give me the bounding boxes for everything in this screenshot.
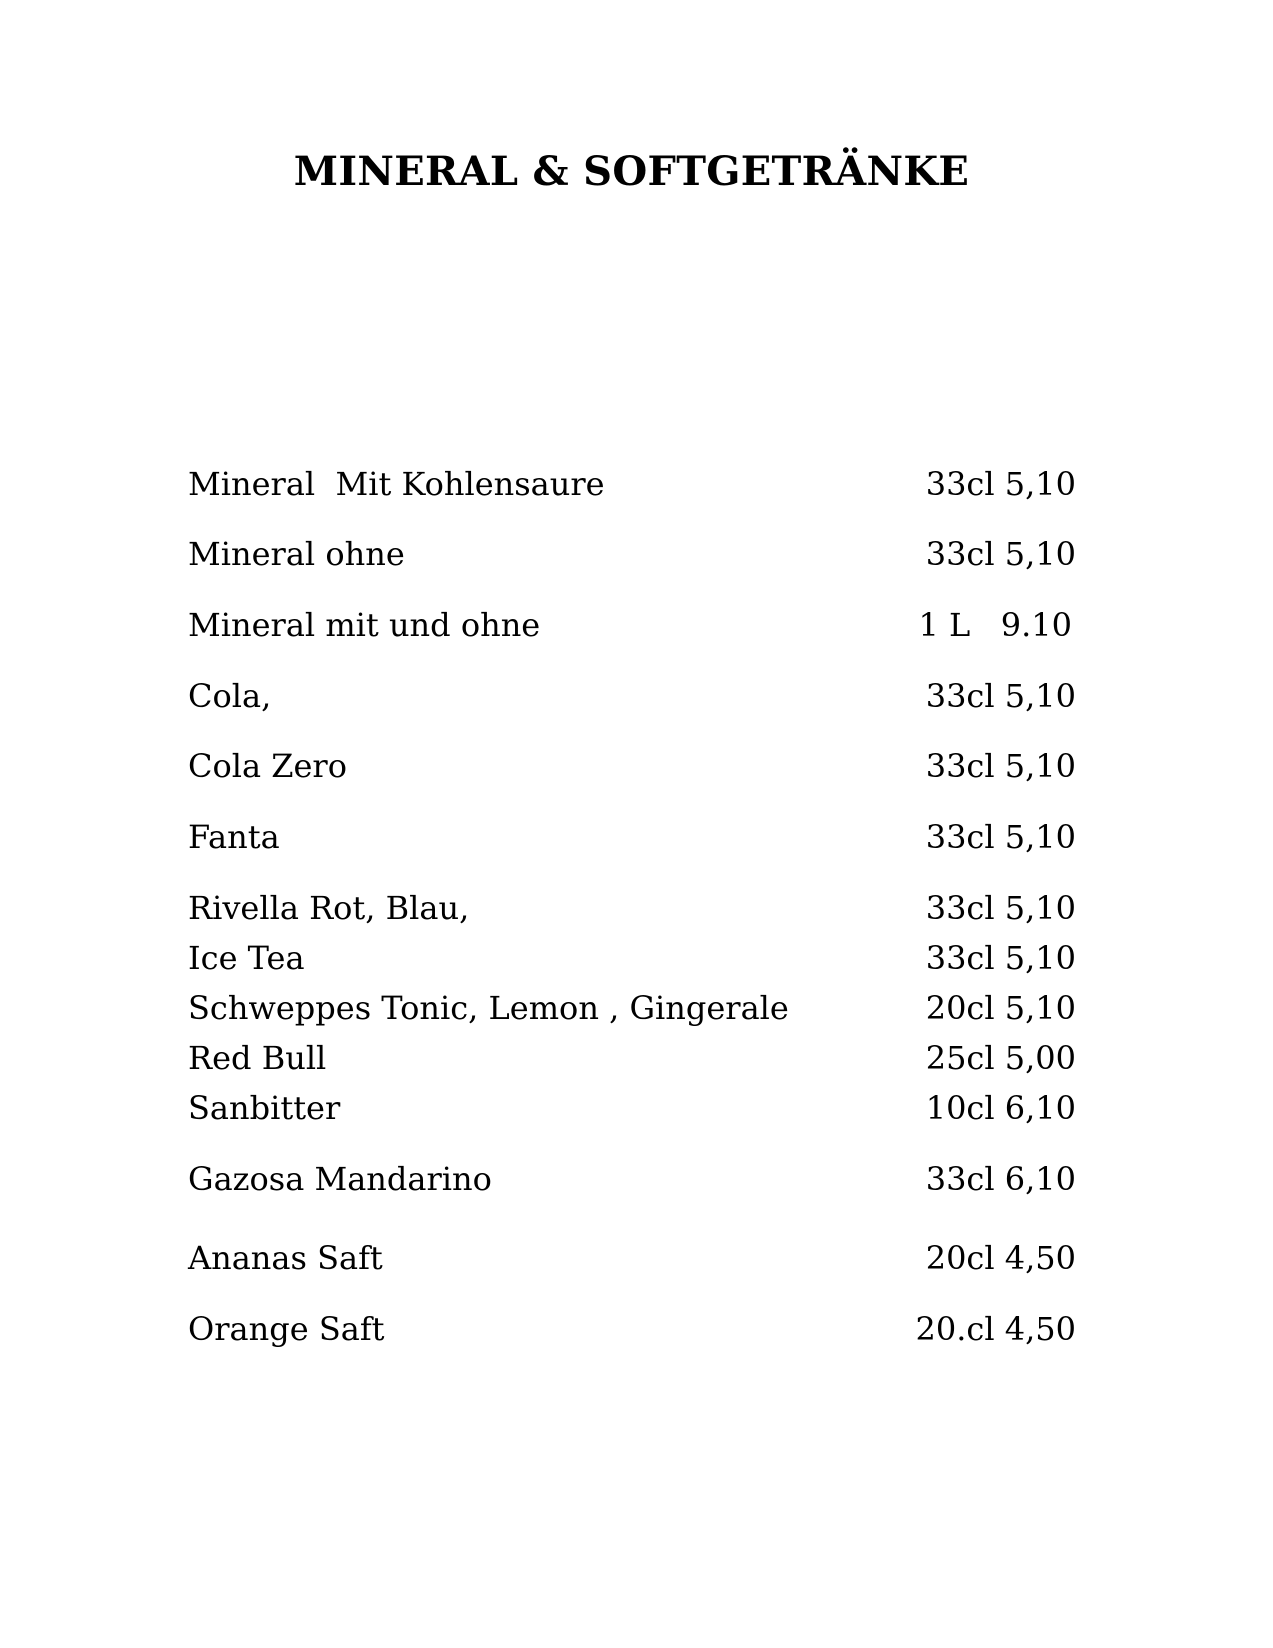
menu-item bbox=[188, 532, 1088, 576]
menu-item-price: 33cl 5,10 bbox=[925, 818, 1076, 856]
menu-item-name: Ananas Saft bbox=[188, 1239, 383, 1277]
menu-item-price: 33cl 5,10 bbox=[925, 535, 1076, 573]
menu-item bbox=[188, 936, 1088, 980]
menu-item-price: 33cl 5,10 bbox=[925, 939, 1076, 977]
menu-item-name: Ice Tea bbox=[188, 939, 305, 977]
menu-item-name: Schweppes Tonic, Lemon , Gingerale bbox=[188, 989, 789, 1027]
menu-item-price: 33cl 5,10 bbox=[925, 677, 1076, 715]
menu-item bbox=[188, 603, 1088, 647]
menu-item-price: 33cl 5,10 bbox=[925, 747, 1076, 785]
menu-item bbox=[188, 1157, 1088, 1201]
menu-item-name: Gazosa Mandarino bbox=[188, 1160, 492, 1198]
menu-item-name: Orange Saft bbox=[188, 1310, 385, 1348]
page-title bbox=[0, 148, 1273, 195]
menu-item-price: 20cl 5,10 bbox=[925, 989, 1076, 1027]
menu-item-price: 20cl 4,50 bbox=[925, 1239, 1076, 1277]
menu-item-name: Red Bull bbox=[188, 1039, 327, 1077]
menu-item bbox=[188, 744, 1088, 788]
menu-item bbox=[188, 1307, 1088, 1351]
menu-item bbox=[188, 1036, 1088, 1080]
menu-item-price: 25cl 5,00 bbox=[925, 1039, 1076, 1077]
menu-item-name: Mineral mit und ohne bbox=[188, 606, 541, 644]
menu-item-price: 33cl 5,10 bbox=[925, 465, 1076, 503]
menu-item-name: Rivella Rot, Blau, bbox=[188, 889, 470, 927]
menu-item-price: 1 L 9.10 bbox=[918, 606, 1072, 644]
menu-item bbox=[188, 886, 1088, 930]
menu-item-name: Cola Zero bbox=[188, 747, 347, 785]
menu-item-name: Mineral ohne bbox=[188, 535, 405, 573]
menu-item bbox=[188, 815, 1088, 859]
menu-item-price: 33cl 5,10 bbox=[925, 889, 1076, 927]
menu-item-name: Mineral Mit Kohlensaure bbox=[188, 465, 605, 503]
menu-item bbox=[188, 674, 1088, 718]
menu-item bbox=[188, 1086, 1088, 1130]
menu-item bbox=[188, 1236, 1088, 1280]
menu-item-price: 10cl 6,10 bbox=[925, 1089, 1076, 1127]
menu-item-name: Sanbitter bbox=[188, 1089, 341, 1127]
menu-item-price: 20.cl 4,50 bbox=[915, 1310, 1076, 1348]
menu-item bbox=[188, 462, 1088, 506]
menu-item-name: Fanta bbox=[188, 818, 280, 856]
page-title-text: MINERAL & SOFTGETRÄNKE bbox=[293, 148, 970, 195]
menu-item bbox=[188, 986, 1088, 1030]
menu-item-price: 33cl 6,10 bbox=[925, 1160, 1076, 1198]
menu-item-name: Cola, bbox=[188, 677, 272, 715]
